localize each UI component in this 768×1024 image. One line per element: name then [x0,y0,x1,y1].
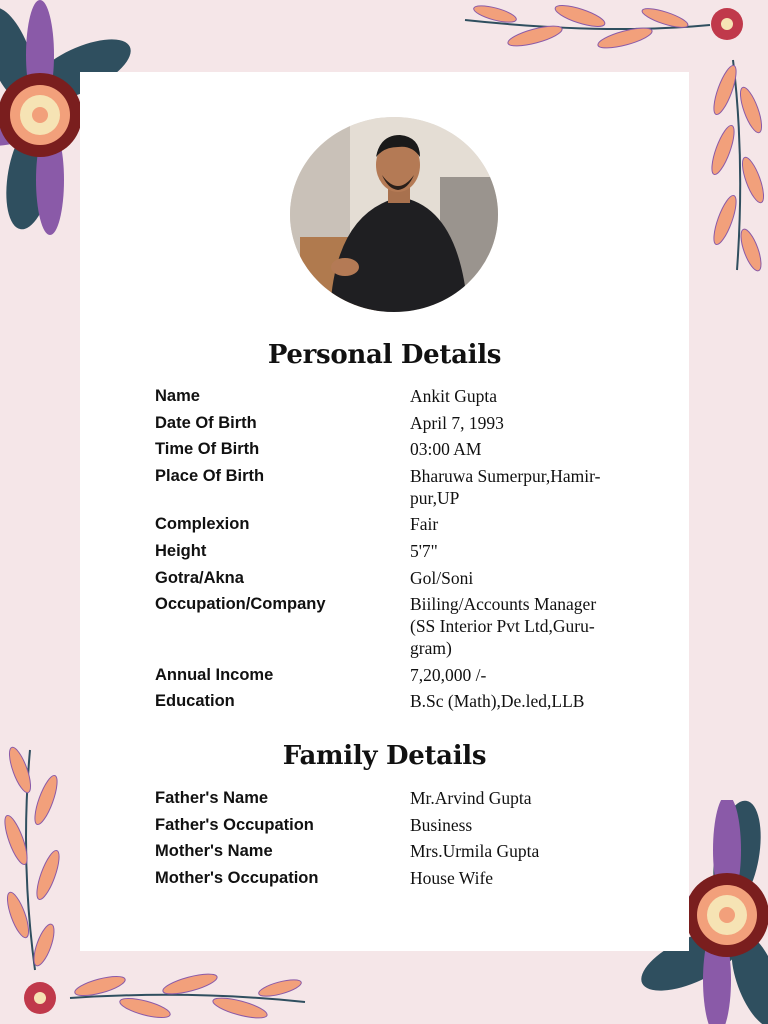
detail-value: 5'7" [410,540,438,561]
detail-label: Complexion [155,515,250,534]
detail-label: Annual Income [155,665,274,684]
detail-value: 03:00 AM [410,439,482,460]
detail-label: Occupation/Company [155,595,326,614]
family-details-list [155,787,655,893]
personal-detail-row [155,593,655,659]
detail-label: Father's Name [155,789,269,807]
detail-label: Place Of Birth [155,466,265,485]
profile-photo [290,117,498,312]
personal-details-heading: Personal Details [267,340,502,370]
detail-value: Bharuwa Sumerpur,Hamir- pur,UP [410,465,601,508]
detail-label: Father's Occupation [155,815,314,834]
detail-value: Gol/Soni [410,567,474,588]
personal-detail-row [155,567,655,589]
detail-value: Business [410,814,473,835]
personal-detail-row [155,412,655,434]
biodata-card [80,72,689,951]
personal-detail-row [155,664,655,686]
personal-detail-row [155,540,655,562]
family-detail-row [155,814,655,836]
detail-label: Name [155,387,200,405]
personal-details-list [155,385,655,717]
detail-label: Mother's Name [155,842,273,861]
family-details-heading: Family Details [282,741,487,771]
personal-detail-row [155,465,655,509]
personal-detail-row [155,438,655,460]
detail-label: Height [155,541,207,560]
personal-detail-row [155,513,655,535]
detail-value: Biiling/Accounts Manager (SS Interior Pvt Ltd,Guru- gram) [410,594,597,659]
detail-label: Education [155,692,235,711]
detail-label: Time Of Birth [155,440,260,459]
personal-detail-row [155,690,655,712]
detail-label: Date Of Birth [155,413,257,432]
detail-value: Mrs.Urmila Gupta [410,841,540,862]
detail-value: April 7, 1993 [410,412,504,433]
detail-label: Gotra/Akna [155,568,244,587]
family-detail-row [155,867,655,889]
detail-value: Fair [410,514,439,535]
detail-label: Mother's Occupation [155,868,319,887]
detail-value: B.Sc (Math),De.led,LLB [410,691,585,712]
detail-value: House Wife [410,867,494,888]
family-detail-row [155,840,655,862]
detail-value: 7,20,000 /- [410,664,487,685]
detail-value: Mr.Arvind Gupta [410,788,532,808]
family-detail-row [155,787,655,809]
personal-detail-row [155,385,655,407]
detail-value: Ankit Gupta [410,386,498,406]
